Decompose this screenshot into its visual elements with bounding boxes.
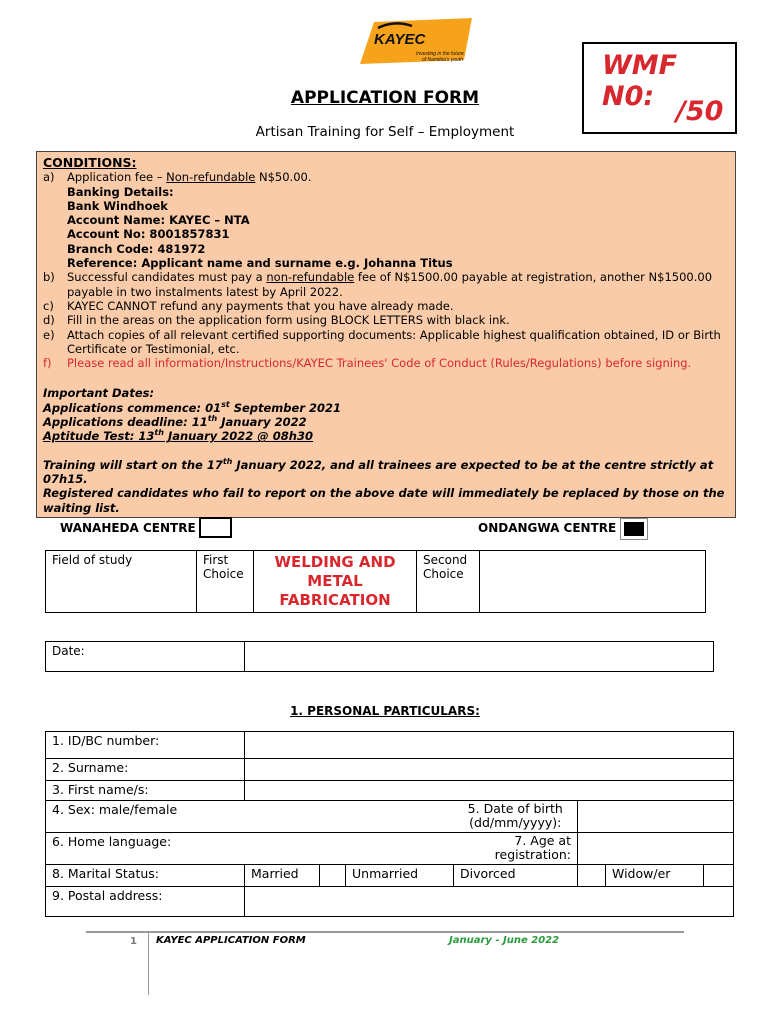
id-number-input[interactable]	[245, 732, 734, 759]
page-number: 1	[130, 936, 137, 947]
page-subtitle: Artisan Training for Self – Employment	[255, 124, 515, 140]
second-choice-label: Second Choice	[417, 551, 480, 613]
logo-brand: KAYEC	[374, 31, 426, 48]
second-choice-value[interactable]	[480, 551, 706, 613]
kayec-logo	[360, 18, 472, 64]
personal-particulars-title: 1. PERSONAL PARTICULARS:	[290, 704, 480, 718]
postal-address-input[interactable]	[245, 887, 734, 917]
condition-b: b) Successful candidates must pay a non-refundable fee of N$1500.00 payable at registration, another N$1500.00 payable in two instalments latest by April 2022.	[43, 270, 713, 299]
surname-label: 2. Surname:	[46, 759, 245, 781]
personal-particulars-table	[45, 731, 734, 917]
conditions-box	[36, 151, 736, 518]
field-of-study-label: Field of study	[46, 551, 197, 613]
wanaheda-centre-checkbox[interactable]	[199, 517, 232, 538]
date-label: Date:	[46, 642, 245, 672]
field-of-study-table	[45, 550, 706, 613]
important-dates: Important Dates: Applications commence: 01st September 2021 Applications deadline: 11th January 2022 Aptitude Test: 13th January 2022 @ 08h30	[43, 386, 341, 444]
svg-text:Investing in the future: Investing in the future	[416, 51, 464, 57]
condition-c: c) KAYEC CANNOT refund any payments that you have already made.	[43, 298, 454, 313]
unmarried-label: Unmarried	[346, 865, 454, 887]
first-name-label: 3. First name/s:	[46, 781, 245, 801]
wmf-number: /50	[676, 96, 724, 127]
home-language-label: 6. Home language:	[46, 833, 454, 865]
married-checkbox[interactable]	[320, 865, 346, 887]
date-table	[45, 641, 714, 672]
age-input[interactable]	[578, 833, 734, 865]
wmf-label: WMF N0:	[602, 50, 678, 112]
widow-checkbox[interactable]	[704, 865, 734, 887]
first-name-input[interactable]	[245, 781, 734, 801]
divorced-label: Divorced	[454, 865, 578, 887]
married-label: Married	[245, 865, 320, 887]
svg-text:of Namibia's youth: of Namibia's youth	[422, 57, 463, 63]
ondangwa-centre-checkbox[interactable]	[620, 518, 648, 540]
age-label: 7. Age at registration:	[454, 833, 578, 865]
marital-status-label: 8. Marital Status:	[46, 865, 245, 887]
footer-vertical-divider	[148, 933, 149, 995]
condition-e: e) Attach copies of all relevant certified supporting documents: Applicable highest qualification obtained, ID or Birth Certificate or Testimonial, etc.	[43, 327, 721, 356]
id-number-label: 1. ID/BC number:	[46, 732, 245, 759]
checked-mark	[624, 522, 644, 536]
condition-a: a) Application fee – Non-refundable N$50.00.	[43, 170, 312, 185]
condition-f: f) Please read all information/Instructions/KAYEC Trainees' Code of Conduct (Rules/Regulations) before signing.	[43, 356, 692, 371]
footer-form-name: KAYEC APPLICATION FORM	[156, 935, 306, 946]
widow-label: Widow/er	[606, 865, 704, 887]
wanaheda-centre-label: WANAHEDA CENTRE	[60, 521, 196, 535]
first-choice-value[interactable]: WELDING AND METAL FABRICATION	[254, 551, 417, 613]
postal-address-label: 9. Postal address:	[46, 887, 245, 917]
condition-d: d) Fill in the areas on the application form using BLOCK LETTERS with black ink.	[43, 313, 510, 328]
dob-label: 5. Date of birth (dd/mm/yyyy):	[454, 801, 578, 833]
divorced-checkbox[interactable]	[578, 865, 606, 887]
footer-divider	[86, 931, 684, 933]
date-input[interactable]	[245, 642, 714, 672]
ondangwa-centre-label: ONDANGWA CENTRE	[478, 521, 617, 535]
dob-input[interactable]	[578, 801, 734, 833]
page-title: APPLICATION FORM	[290, 88, 480, 108]
footer-period: January - June 2022	[449, 935, 560, 946]
first-choice-label: First Choice	[197, 551, 254, 613]
sex-label: 4. Sex: male/female	[46, 801, 454, 833]
kayec-logo-icon	[360, 18, 472, 64]
surname-input[interactable]	[245, 759, 734, 781]
conditions-heading: CONDITIONS:	[43, 155, 137, 170]
banking-details: Banking Details: Bank Windhoek Account Name: KAYEC – NTA Account No: 8001857831 Branch Code: 481972 Reference: Applicant name and surname e.g. Johanna Titus	[67, 184, 453, 271]
training-notice: Training will start on the 17th January 2022, and all trainees are expected to be at the centre strictly at 07h15. Registered candidates who fail to report on the above date will immediately be replaced by those on the waiting list.	[43, 456, 725, 515]
